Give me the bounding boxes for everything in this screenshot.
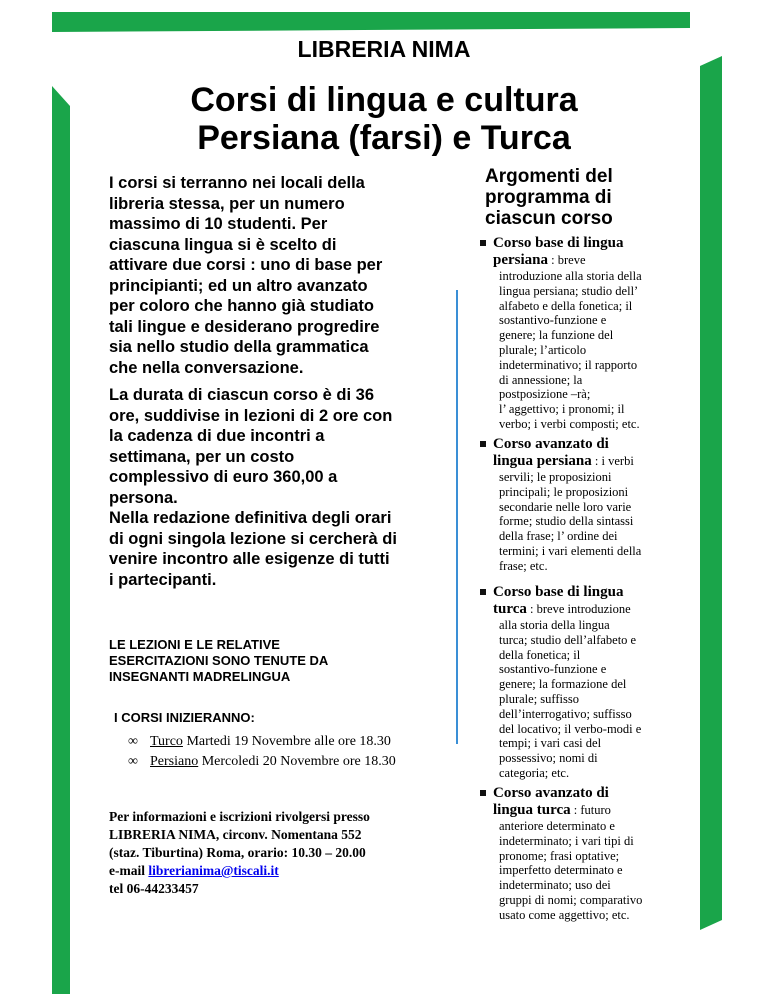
intro-line: per coloro che hanno già studiato: [109, 297, 374, 315]
course-heading-line: persiana: [493, 252, 549, 268]
course-desc-line: turca; studio dell’alfabeto e: [499, 632, 637, 647]
course-desc-line: sostantivo-funzione e: [499, 313, 607, 328]
duration-line: Nella redazione definitiva degli orari: [109, 509, 392, 527]
course-heading: [480, 235, 685, 269]
intro-paragraph: [109, 173, 439, 378]
intro-line: I corsi si terranno nei locali della: [109, 174, 365, 192]
email-label: e-mail: [109, 863, 149, 878]
course-desc-line: del locativo; il verbo-modi e: [499, 721, 642, 736]
course-desc-line: principali; le proposizioni: [499, 484, 629, 499]
email-link[interactable]: librerianima@tiscali.it: [148, 863, 279, 878]
course-desc-line: dell’interrogativo; suffisso: [499, 706, 632, 721]
course-desc-line: indeterminativo; il rapporto: [499, 357, 638, 372]
course-desc-line: frase; etc.: [499, 558, 548, 573]
course-desc-line: alfabeto e della fonetica; il: [499, 298, 633, 313]
course-desc-line: postposizione –rà;: [499, 387, 591, 402]
course-desc-line: imperfetto determinato e: [499, 863, 623, 878]
course-desc-line: anteriore determinato e: [499, 819, 615, 833]
course-desc-line: l’ aggettivo; i pronomi; il: [499, 402, 625, 417]
course-heading-line: turca: [493, 601, 527, 617]
duration-line: complessivo di euro 360,00 a: [109, 468, 338, 486]
course-desc-line: della fonetica; il: [499, 647, 581, 662]
course-desc-line: secondarie nelle loro varie: [499, 499, 632, 514]
start-lang: Persiano: [150, 754, 199, 769]
course-description: [480, 819, 685, 923]
course-desc-line: gruppi di nomi; comparativo: [499, 892, 643, 907]
course-desc-line: della frase; l’ ordine dei: [499, 529, 618, 544]
course-desc-line: indeterminato; uso dei: [499, 878, 611, 893]
list-item: [128, 752, 458, 772]
intro-line: sia nello studio della grammatica: [109, 338, 369, 356]
course-turkish-base: [480, 584, 685, 781]
duration-line: di ogni singola lezione si cercherà di: [109, 529, 397, 548]
start-text: Martedi 19 Novembre alle ore 18.30: [182, 734, 391, 749]
contact-email-line: [109, 862, 449, 880]
square-bullet-icon: [480, 790, 486, 796]
intro-line: ciascuna lingua si è scelto di: [109, 235, 337, 254]
course-desc-line: verbo; i verbi composti; etc.: [499, 416, 640, 431]
course-desc-line: di annessione; la: [499, 372, 583, 387]
duration-line: ore, suddivise in lezioni di 2 ore con: [109, 406, 393, 425]
contact-line: LIBRERIA NIMA, circonv. Nomentana 552: [109, 827, 362, 842]
course-heading: [480, 584, 685, 618]
course-desc-line: indeterminato; i vari tipi di: [499, 833, 634, 848]
course-turkish-advanced: [480, 785, 685, 923]
page-title-line1: Corsi di lingua e cultura: [190, 81, 578, 119]
program-title-line: Argomenti del: [485, 166, 613, 187]
program-title-line: ciascun corso: [485, 208, 613, 229]
course-desc-line: forme; studio della sintassi: [499, 514, 634, 529]
square-bullet-icon: [480, 441, 486, 447]
duration-line: la cadenza di due incontri a: [109, 427, 325, 445]
duration-line: i partecipanti.: [109, 570, 217, 589]
course-inline-desc: : breve introduzione: [526, 602, 631, 616]
course-heading-line: lingua turca: [493, 802, 571, 818]
start-text: Mercoledi 20 Novembre ore 18.30: [198, 754, 396, 769]
course-desc-line: introduzione alla storia della: [499, 269, 642, 283]
duration-line: venire incontro alle esigenze di tutti: [109, 550, 390, 568]
square-bullet-icon: [480, 589, 486, 595]
course-inline-desc: : breve: [548, 253, 586, 267]
start-list: [128, 732, 458, 772]
teachers-note-line: LE LEZIONI E LE RELATIVE: [109, 637, 280, 652]
course-desc-line: possessivo; nomi di: [499, 751, 598, 766]
course-heading: [480, 785, 685, 819]
course-desc-line: tempi; i vari casi del: [499, 736, 602, 751]
course-description: [480, 470, 685, 574]
course-desc-line: categoria; etc.: [499, 765, 570, 780]
course-desc-line: genere; la formazione del: [499, 677, 627, 692]
list-item: [128, 732, 458, 752]
intro-line: principianti; ed un altro avanzato: [109, 276, 368, 295]
course-heading-line: lingua persiana: [493, 453, 592, 469]
course-desc-line: plurale; suffisso: [499, 691, 579, 706]
duration-line: persona.: [109, 488, 178, 507]
contact-phone: tel 06-44233457: [109, 881, 199, 896]
duration-line: settimana, per un costo: [109, 447, 295, 466]
duration-line: La durata di ciascun corso è di 36: [109, 386, 375, 404]
course-inline-desc: : futuro: [570, 803, 611, 817]
infinity-bullet-icon: ∞: [128, 734, 138, 749]
contact-line: (staz. Tiburtina) Roma, orario: 10.30 – 20.00: [109, 845, 366, 860]
course-desc-line: plurale; l’articolo: [499, 342, 587, 357]
course-desc-line: sostantivo-funzione e: [499, 662, 607, 677]
intro-line: libreria stessa, per un numero: [109, 194, 345, 213]
infinity-bullet-icon: ∞: [128, 754, 138, 769]
course-persian-advanced: [480, 436, 685, 574]
course-desc-line: pronome; frasi optative;: [499, 848, 620, 863]
course-desc-line: lingua persiana; studio dell’: [499, 283, 639, 298]
contact-block: [109, 808, 449, 898]
intro-line: tali lingue e desiderano progredire: [109, 317, 380, 336]
course-description: [480, 618, 685, 781]
course-heading-line: Corso avanzato di: [493, 436, 609, 452]
start-heading: I CORSI INIZIERANNO:: [114, 710, 255, 725]
course-desc-line: genere; la funzione del: [499, 328, 614, 343]
intro-line: attivare due corsi : uno di base per: [109, 256, 383, 274]
contact-line: Per informazioni e iscrizioni rivolgersi presso: [109, 809, 370, 824]
course-desc-line: alla storia della lingua: [499, 618, 610, 632]
course-persian-base: [480, 235, 685, 432]
square-bullet-icon: [480, 240, 486, 246]
program-title: [485, 166, 685, 229]
teachers-note-line: INSEGNANTI MADRELINGUA: [109, 669, 291, 684]
teachers-note-line: ESERCITAZIONI SONO TENUTE DA: [109, 653, 329, 668]
start-lang: Turco: [150, 734, 183, 749]
course-heading-line: Corso avanzato di: [493, 785, 609, 801]
course-description: [480, 269, 685, 432]
store-name: LIBRERIA NIMA: [297, 36, 471, 62]
course-desc-line: termini; i vari elementi della: [499, 543, 642, 558]
intro-line: massimo di 10 studenti. Per: [109, 215, 328, 233]
course-desc-line: servili; le proposizioni: [499, 470, 612, 484]
course-desc-line: usato come aggettivo; etc.: [499, 907, 630, 922]
program-title-line: programma di: [485, 187, 612, 208]
teachers-note: [109, 637, 429, 685]
course-inline-desc: : i verbi: [591, 454, 634, 468]
course-heading: [480, 436, 685, 470]
course-heading-line: Corso base di lingua: [493, 584, 624, 600]
course-heading-line: Corso base di lingua: [493, 235, 624, 251]
intro-line: che nella conversazione.: [109, 358, 304, 377]
duration-paragraph: [109, 385, 439, 590]
page-title-line2: Persiana (farsi) e Turca: [197, 119, 571, 157]
